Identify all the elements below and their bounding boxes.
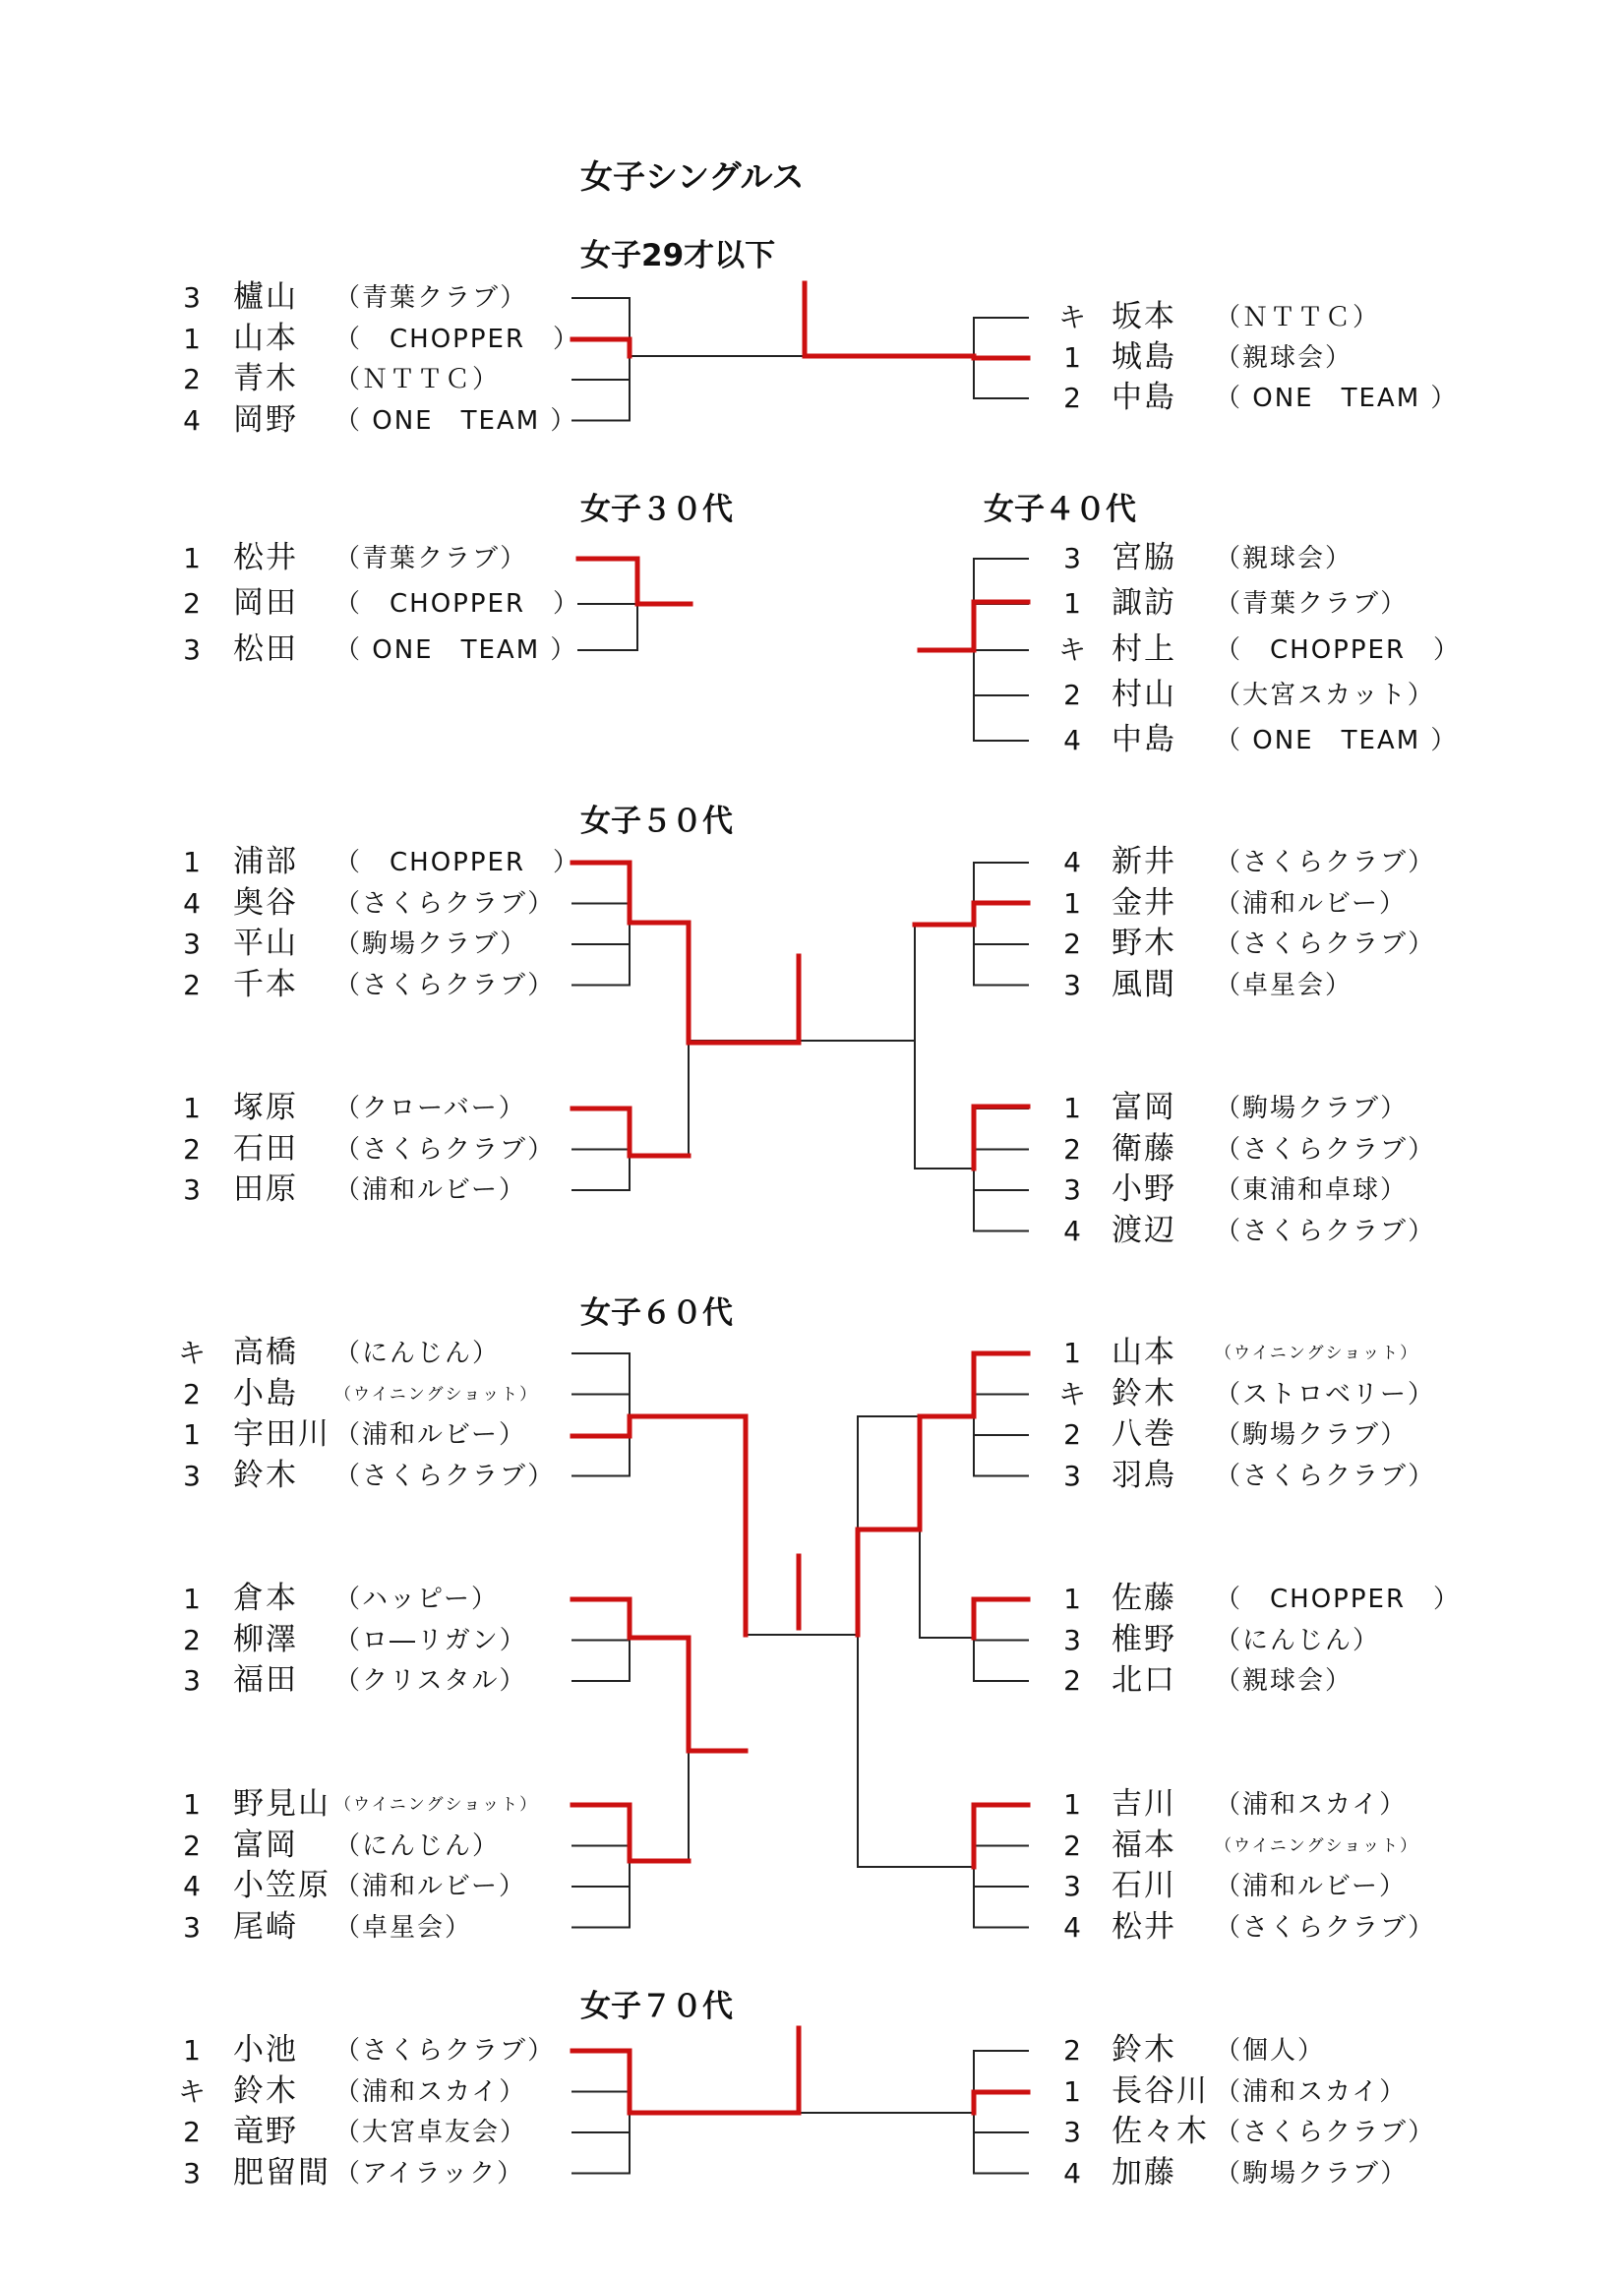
entry-rank: 2 [183, 2116, 201, 2148]
entry-club: （浦和ルビー） [334, 1175, 526, 1205]
entry-rank: 1 [1063, 2074, 1081, 2108]
entry-rank: 4 [183, 886, 201, 920]
entry-club: （さくらクラブ） [1215, 1912, 1436, 1943]
entry-name: 倉本 [233, 1581, 298, 1616]
entry-name: 柳澤 [233, 1621, 298, 1657]
entry-name: 櫨山 [233, 279, 298, 315]
entry-club: （ウイニングショット） [334, 1795, 539, 1815]
entry-club: （ウイニングショット） [1215, 1835, 1419, 1856]
bracket-black-lines [572, 298, 1028, 2174]
entry-name: 中島 [1112, 380, 1176, 415]
entry-club: （親球会） [1215, 1666, 1353, 1696]
entry-name: 佐藤 [1112, 1581, 1176, 1616]
entry-name: 野見山 [233, 1786, 331, 1822]
entry-name: 肥留間 [233, 2154, 331, 2190]
heading-60s: 女子６０代 [580, 1295, 733, 1331]
entry-rank: 3 [1063, 1459, 1081, 1492]
entry-rank: 1 [183, 2034, 201, 2067]
entry-name: 小野 [1112, 1171, 1176, 1207]
entry-name: 金井 [1112, 884, 1176, 921]
entry-club: （にんじん） [334, 1830, 501, 1861]
entry-rank: 4 [1063, 846, 1081, 878]
entry-name: 奥谷 [233, 884, 298, 921]
entry-club: （ ONE TEAM ） [1215, 384, 1459, 413]
entry-club: （東浦和卓球） [1215, 1175, 1409, 1205]
entry-rank: 3 [183, 2156, 201, 2189]
entry-club: （駒場クラブ） [1215, 2158, 1409, 2189]
entry-club: （浦和ルビー） [334, 1420, 526, 1450]
entry-name: 松井 [1112, 1908, 1176, 1945]
entry-club: （にんじん） [334, 1339, 501, 1368]
heading-70s: 女子７０代 [580, 1989, 733, 2024]
entry-rank: 2 [183, 968, 201, 1001]
entry-rank: 1 [1063, 341, 1081, 374]
entry-rank: 3 [1063, 542, 1081, 574]
entry-rank: 1 [183, 846, 201, 878]
entry-name: 城島 [1112, 339, 1176, 375]
entry-club: （大宮スカット） [1215, 681, 1435, 710]
entry-rank: 3 [1063, 1870, 1081, 1902]
entry-name: 宇田川 [233, 1416, 331, 1452]
entry-club: （さくらクラブ） [1215, 848, 1436, 877]
entry-club: （青葉クラブ） [1215, 589, 1409, 619]
entry-rank: 2 [183, 363, 201, 395]
entry-name: 鈴木 [1112, 2032, 1176, 2068]
entry-club: （ CHOPPER ） [334, 324, 581, 354]
entry-club: （卓星会） [334, 1912, 473, 1943]
entry-name: 塚原 [233, 1090, 298, 1125]
entry-club: （駒場クラブ） [334, 930, 528, 959]
entry-rank: 2 [1063, 382, 1081, 414]
entry-club: （浦和ルビー） [1215, 888, 1407, 919]
entry-rank: 1 [183, 1788, 201, 1821]
entry-club: （駒場クラブ） [1215, 1420, 1409, 1450]
entry-rank: 4 [183, 1870, 201, 1902]
entry-club: （アイラック） [334, 2158, 525, 2189]
heading-50s: 女子５０代 [580, 804, 733, 839]
entry-name: 千本 [233, 966, 298, 1002]
entry-rank: 2 [1063, 1664, 1081, 1697]
entry-rank: キ [1057, 301, 1086, 333]
entry-club: （にんじん） [1215, 1625, 1381, 1655]
entry-rank: 1 [1063, 1092, 1081, 1124]
entry-rank: 3 [183, 281, 201, 314]
entry-name: 鈴木 [1112, 1375, 1176, 1411]
entry-rank: 2 [183, 1829, 201, 1862]
entry-name: 石田 [233, 1130, 298, 1167]
entry-club: （ＮＴＴＣ） [1215, 303, 1381, 332]
entry-name: 平山 [233, 926, 298, 961]
entry-rank: 3 [1063, 968, 1081, 1001]
entry-rank: 3 [1063, 1623, 1081, 1656]
entry-rank: 4 [1063, 1214, 1081, 1247]
entry-rank: 2 [1063, 679, 1081, 711]
entry-rank: 3 [183, 1459, 201, 1492]
entry-rank: 1 [1063, 886, 1081, 920]
entry-club: （浦和スカイ） [1215, 1790, 1408, 1820]
entry-club: （個人） [1215, 2036, 1326, 2066]
entry-club: （さくらクラブ） [1215, 1216, 1436, 1246]
entry-name: 八巻 [1112, 1416, 1176, 1452]
entry-rank: キ [1057, 1377, 1086, 1410]
entry-name: 石川 [1112, 1868, 1176, 1903]
entry-club: （ ONE TEAM ） [334, 635, 578, 665]
entry-name: 新井 [1112, 844, 1176, 879]
entry-rank: 1 [183, 1092, 201, 1124]
entry-rank: 4 [183, 403, 201, 437]
entry-club: （ハッピー） [334, 1585, 499, 1614]
entry-club: （ウイニングショット） [334, 1384, 539, 1405]
entry-rank: 1 [183, 1418, 201, 1451]
entry-rank: 4 [1063, 724, 1081, 756]
entry-club: （駒場クラブ） [1215, 1094, 1409, 1123]
entry-name: 村上 [1112, 631, 1176, 667]
entry-name: 鈴木 [233, 1457, 298, 1493]
entry-name: 富岡 [233, 1827, 298, 1863]
entry-club: （卓星会） [1215, 970, 1353, 1000]
entry-name: 岡田 [233, 585, 298, 621]
entry-rank: 1 [1063, 1583, 1081, 1615]
entry-club: （浦和ルビー） [1215, 1872, 1407, 1901]
entry-name: 浦部 [233, 844, 298, 879]
entry-name: 山本 [1112, 1335, 1176, 1370]
heading-40s: 女子４０代 [984, 492, 1136, 527]
entry-rank: キ [177, 2074, 206, 2108]
entry-name: 小笠原 [233, 1868, 331, 1903]
entry-name: 岡野 [233, 401, 298, 438]
bracket-winner-lines [572, 283, 1028, 2113]
entry-name: 田原 [233, 1171, 298, 1207]
entry-club: （ ONE TEAM ） [1215, 726, 1459, 755]
entry-club: （ＮＴＴＣ） [334, 365, 501, 394]
entry-rank: 2 [1063, 1829, 1081, 1862]
entry-name: 風間 [1112, 966, 1176, 1002]
entry-name: 野木 [1112, 926, 1176, 961]
entry-club: （ CHOPPER ） [1215, 1585, 1462, 1614]
entry-name: 松井 [233, 540, 298, 575]
entry-club: （青葉クラブ） [334, 283, 528, 313]
entry-name: 福本 [1112, 1827, 1176, 1863]
entry-name: 尾崎 [233, 1908, 298, 1945]
entry-club: （ロ―リガン） [334, 1625, 527, 1655]
entry-name: 中島 [1112, 722, 1176, 757]
entry-rank: 2 [183, 1377, 201, 1410]
entry-name: 渡辺 [1112, 1212, 1176, 1248]
entry-rank: 1 [1063, 1337, 1081, 1369]
entry-club: （親球会） [1215, 544, 1353, 573]
entry-rank: 3 [183, 1910, 201, 1944]
entry-rank: 1 [1063, 1788, 1081, 1821]
entry-rank: キ [1057, 633, 1086, 666]
entry-rank: キ [177, 1337, 206, 1369]
entry-rank: 2 [1063, 2034, 1081, 2067]
entry-club: （親球会） [1215, 343, 1353, 373]
entry-club: （ストロベリー） [1215, 1379, 1436, 1409]
entry-club: （さくらクラブ） [334, 970, 556, 1000]
entry-rank: 2 [183, 1132, 201, 1166]
entry-rank: 3 [183, 1173, 201, 1206]
entry-name: 吉川 [1112, 1786, 1176, 1822]
entry-rank: 3 [183, 1664, 201, 1697]
entry-club: （さくらクラブ） [334, 888, 556, 919]
entry-name: 村山 [1112, 677, 1176, 712]
entry-name: 佐々木 [1112, 2114, 1209, 2149]
entry-club: （ CHOPPER ） [334, 848, 581, 877]
entry-club: （さくらクラブ） [1215, 1461, 1436, 1491]
entry-rank: 3 [183, 633, 201, 666]
page-title: 女子シングルス [580, 157, 805, 196]
entry-club: （浦和ルビー） [334, 1872, 526, 1901]
entry-rank: 1 [183, 1583, 201, 1615]
entry-club: （ CHOPPER ） [334, 589, 581, 619]
entry-name: 松田 [233, 631, 298, 667]
entry-rank: 4 [1063, 1910, 1081, 1944]
entry-name: 福田 [233, 1662, 298, 1698]
entry-name: 宮脇 [1112, 540, 1176, 575]
entry-club: （クローバー） [334, 1094, 526, 1123]
entry-name: 山本 [233, 320, 298, 356]
entry-rank: 2 [1063, 1418, 1081, 1451]
entry-club: （ウイニングショット） [1215, 1344, 1419, 1363]
entry-club: （さくらクラブ） [1215, 2118, 1436, 2147]
entry-club: （さくらクラブ） [334, 1134, 556, 1165]
entry-name: 羽鳥 [1112, 1457, 1176, 1493]
entry-club: （クリスタル） [334, 1666, 527, 1696]
entry-club: （さくらクラブ） [334, 1461, 556, 1491]
entry-rank: 3 [1063, 1173, 1081, 1206]
heading-30s: 女子３０代 [580, 492, 733, 527]
entry-club: （さくらクラブ） [334, 2036, 556, 2066]
entry-name: 椎野 [1112, 1621, 1176, 1657]
entry-name: 竜野 [233, 2114, 298, 2149]
entry-club: （浦和スカイ） [334, 2076, 527, 2107]
entry-name: 諏訪 [1112, 585, 1176, 621]
entry-rank: 1 [1063, 587, 1081, 620]
entry-name: 富岡 [1112, 1090, 1176, 1125]
entry-rank: 1 [183, 542, 201, 574]
entry-rank: 2 [1063, 1132, 1081, 1166]
entry-name: 小島 [233, 1375, 298, 1411]
entry-rank: 3 [1063, 2116, 1081, 2148]
entry-rank: 2 [1063, 928, 1081, 960]
entry-name: 小池 [233, 2032, 298, 2068]
entry-name: 北口 [1112, 1662, 1176, 1698]
entry-rank: 3 [183, 928, 201, 960]
entry-club: （大宮卓友会） [334, 2118, 528, 2147]
heading-u29: 女子29才以下 [580, 238, 776, 273]
entry-name: 青木 [233, 361, 298, 396]
entry-name: 坂本 [1112, 299, 1176, 334]
entry-club: （さくらクラブ） [1215, 930, 1436, 959]
entry-club: （青葉クラブ） [334, 544, 528, 573]
entry-rank: 4 [1063, 2156, 1081, 2189]
entry-rank: 2 [183, 587, 201, 620]
entry-name: 衛藤 [1112, 1130, 1176, 1167]
entry-club: （ ONE TEAM ） [334, 405, 578, 436]
entry-rank: 2 [183, 1623, 201, 1656]
entry-name: 加藤 [1112, 2154, 1176, 2190]
entry-club: （浦和スカイ） [1215, 2076, 1408, 2107]
entry-name: 高橋 [233, 1335, 298, 1370]
entry-name: 長谷川 [1112, 2072, 1209, 2109]
entry-club: （ CHOPPER ） [1215, 635, 1462, 665]
entry-club: （さくらクラブ） [1215, 1134, 1436, 1165]
entry-name: 鈴木 [233, 2072, 298, 2109]
entry-rank: 1 [183, 322, 201, 355]
